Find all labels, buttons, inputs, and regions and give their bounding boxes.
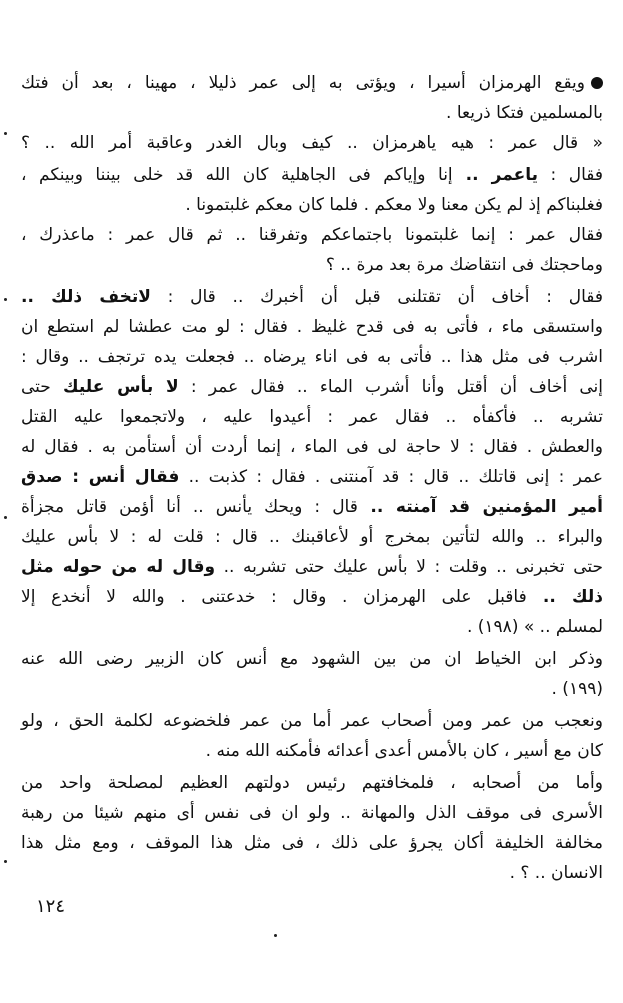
scan-speck <box>4 860 7 863</box>
text-line-content: وماحجتك فى انتقاضك مرة بعد مرة .. ؟ <box>325 255 603 275</box>
text-line-26 <box>21 828 603 858</box>
text-line-1 <box>21 68 603 98</box>
text-line-content: كان مع أسير ، كان بالأمس أعدى أعدائه فأمكنه الله منه . <box>205 741 603 761</box>
text-line-5 <box>185 190 603 220</box>
text-line-16 <box>21 522 603 552</box>
text-line-23 <box>206 736 603 766</box>
text-segment: فقال : أخاف أن تقتلنى قبل أن أخبرك .. قال : <box>150 287 604 307</box>
text-line-19 <box>467 612 603 642</box>
scan-speck <box>274 934 277 937</box>
text-segment-bold: ياعمر .. <box>452 165 538 185</box>
text-line-15 <box>21 492 603 522</box>
scan-speck <box>4 516 7 519</box>
text-line-content: ونعجب من عمر ومن أصحاب عمر أما من عمر فلخضوعه لكلمة الحق ، ولو <box>21 711 603 731</box>
page-number: ١٢٤ <box>36 896 66 917</box>
text-line-27 <box>510 858 603 888</box>
text-line-2 <box>446 98 603 128</box>
text-line-10 <box>21 342 603 372</box>
text-segment: عمر : إنى قاتلك .. قال : قد آمنتنى . فقال : كذبت .. <box>179 467 603 487</box>
text-line-content: وذكر ابن الخياط ان من بين الشهود مع أنس كان الزبير رضى الله عنه <box>21 649 603 669</box>
text-line-content: وأما من أصحابه ، فلمخافتهم رئيس دولتهم العظيم لمصلحة واحد من <box>21 773 603 793</box>
text-line-content: والبراء .. والله لتأتين بمخرج أو لأعاقبنك .. قال : قلت له : لا بأس عليك <box>21 527 603 547</box>
text-line-17 <box>21 552 603 582</box>
text-line-content: تشربه .. فأكفأه .. فقال عمر : أعيدوا عليه ، ولاتجمعوا عليه القتل <box>21 407 603 427</box>
text-segment: حتى تخبرنى .. وقلت : لا بأس عليك حتى تشربه .. <box>215 557 603 577</box>
text-line-content: مخالفة الخليفة أكان يجرؤ على ذلك ، فى مثل هذا الموقف ، ومع مثل هذا <box>21 833 603 853</box>
text-line-content: الانسان .. ؟ . <box>509 863 603 883</box>
text-segment: حتى <box>21 377 64 397</box>
text-line-4 <box>21 160 603 190</box>
text-segment-bold: لا بأس عليك <box>63 377 179 397</box>
text-segment: قال : ويحك يأنس .. أنا أؤمن قاتل مجزأة <box>21 497 358 517</box>
scan-speck <box>4 132 7 135</box>
text-line-24 <box>21 768 603 798</box>
text-line-content: اشرب فى مثل هذا .. فأتى به فى اناء يرضاه .. فجعلت يده ترتجف .. وقال : <box>21 347 603 367</box>
text-segment: إنى أخاف أن أقتل وأنا أشرب الماء .. فقال عمر : <box>178 377 604 397</box>
text-line-8 <box>21 282 603 312</box>
text-line-content: الأسرى فى موقف الذل والمهانة .. ولو ان فى نفس أى منهم شيئا من رهبة <box>21 803 603 823</box>
text-segment-bold: أمير المؤمنين قد آمنته .. <box>357 497 603 517</box>
text-line-22 <box>21 706 603 736</box>
text-line-14 <box>21 462 603 492</box>
text-line-content: (١٩٩) . <box>551 679 603 699</box>
text-segment-bold: وقال له من حوله مثل <box>21 557 216 577</box>
text-line-25 <box>21 798 603 828</box>
text-segment: فاقبل على الهرمزان . وقال : خدعتنى . والله لا أنخدع إلا <box>21 587 527 607</box>
text-line-9 <box>21 312 603 342</box>
text-segment-bold: لاتخف ذلك .. <box>21 287 151 307</box>
text-line-content: بالمسلمين فتكا ذريعا . <box>446 103 603 123</box>
text-line-content: لمسلم .. » (١٩٨) . <box>466 617 603 637</box>
text-line-21 <box>552 674 604 704</box>
text-segment-bold: فقال أنس : صدق <box>21 467 180 487</box>
text-segment: فقال : <box>537 165 603 185</box>
text-segment: إنا وإياكم فى الجاهلية كان الله قد خلى بيننا وبينكم ، <box>21 165 453 185</box>
bullet-icon <box>591 77 603 89</box>
scan-speck <box>4 298 7 301</box>
text-line-7 <box>326 250 603 280</box>
text-line-20 <box>21 644 603 674</box>
text-line-content: فغلبناكم إذ لم يكن معنا ولا معكم . فلما كان معكم غلبتمونا . <box>185 195 603 215</box>
text-line-12 <box>21 402 603 432</box>
text-line-content: « قال عمر : هيه ياهرمزان .. كيف وبال الغدر وعاقبة أمر الله .. ؟ <box>21 133 603 153</box>
text-line-content: فقال عمر : إنما غلبتمونا باجتماعكم وتفرقنا .. ثم قال عمر : ماعذرك ، <box>21 225 603 245</box>
text-line-content: ويقع الهرمزان أسيرا ، ويؤتى به إلى عمر ذليلا ، مهينا ، بعد أن فتك <box>21 73 585 93</box>
text-line-content: واستسقى ماء ، فأتى به فى قدح غليظ . فقال : لو مت عطشا لم استطع ان <box>21 317 603 337</box>
text-line-6 <box>21 220 603 250</box>
text-segment-bold: ذلك .. <box>526 587 603 607</box>
text-line-content: والعطش . فقال : لا حاجة لى فى الماء ، إنما أردت أن أستأمن به . فقال له <box>21 437 603 457</box>
text-line-18 <box>21 582 603 612</box>
text-line-13 <box>21 432 603 462</box>
text-line-11 <box>21 372 603 402</box>
text-line-3 <box>21 128 603 158</box>
